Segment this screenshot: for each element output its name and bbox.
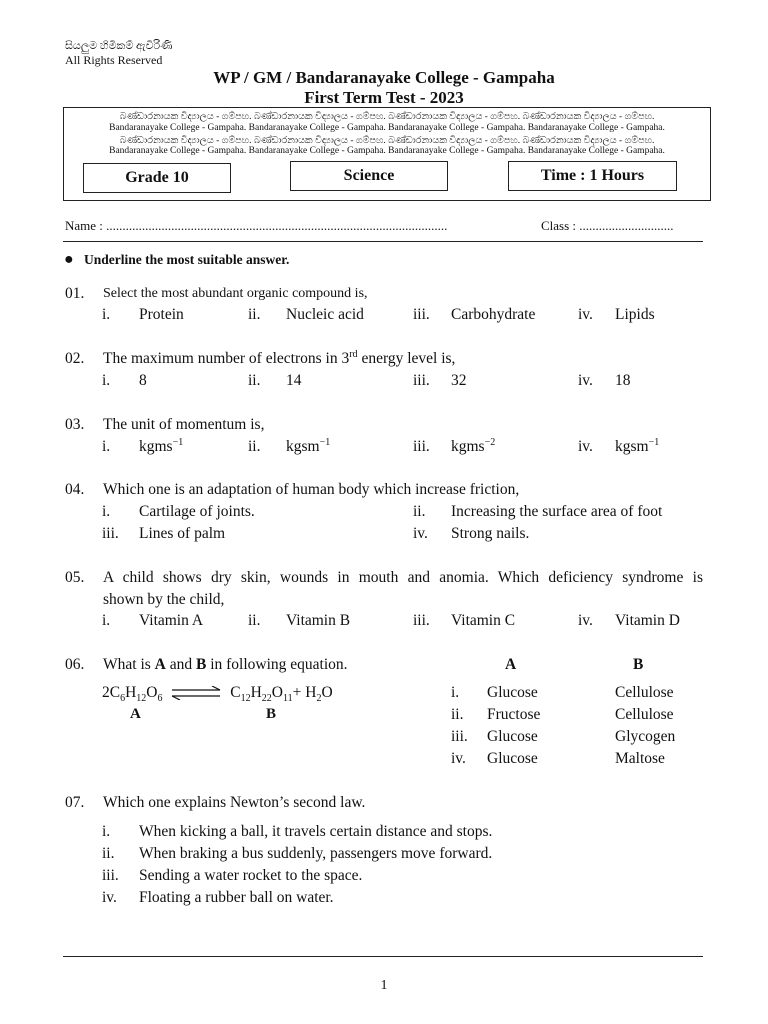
name-field: Name : ......................................................................................................... [65,218,448,233]
sinhala-rights: සියලුම හිමිකම් ඇවිරිණි [65,40,173,52]
option-text: Floating a rubber ball on water. [139,889,334,906]
unit: kgms [139,438,173,455]
option-text: 8 [139,372,147,389]
option-label: iii. [413,612,430,629]
option-text: Lines of palm [139,525,226,542]
option-b: Maltose [615,750,665,767]
question-text-part: in following equation. [206,656,348,673]
option-text: Protein [139,306,184,323]
unit: kgms [451,438,485,455]
question-text-part: The maximum number of electrons in 3 [103,350,350,367]
unit-exponent: −1 [172,436,184,448]
option-label: iii. [451,728,468,745]
question-text [103,350,455,368]
option-label: iv. [578,612,593,629]
option-text [615,438,659,456]
question-text-part: What is [103,656,155,673]
label-b: B [196,656,207,673]
option-label: i. [102,503,111,520]
option-text: Vitamin B [286,612,351,629]
class-field: Class : ............................. [541,218,674,233]
option-text: Carbohydrate [451,306,536,323]
option-text: Sending a water rocket to the space. [139,867,363,884]
option-label: iv. [578,372,593,389]
question-text-part: and [165,656,196,673]
option-text: When kicking a ball, it travels certain distance and stops. [139,823,493,840]
option-text [286,438,330,456]
option-text: Vitamin C [451,612,516,629]
option-text: When braking a bus suddenly, passengers move forward. [139,845,493,862]
option-label: ii. [248,372,261,389]
banner-line-english: Bandaranayake College - Gampaha. Bandaranayake College - Gampaha. Bandaranayake College - Gampaha. Bandaranayake College - Gampaha. [109,123,665,133]
question-text: A child shows dry skin, wounds in mouth and anomia. Which deficiency syndrome is [103,569,703,586]
option-label: iii. [413,372,430,389]
option-label: iii. [102,867,119,884]
option-text: Vitamin D [615,612,680,629]
subject-box: Science [290,161,448,191]
banner-line-sinhala: බණ්ඩාරනායක විද්‍යාලය - ගම්පහ. බණ්ඩාරනායක විද්‍යාලය - ගම්පහ. බණ්ඩාරනායක විද්‍යාලය - ගම්පහ. බණ්ඩාරනායක විද්‍යාලය - ගම්පහ. [119,112,655,122]
option-text: 18 [615,372,631,389]
unit: kgsm [615,438,649,455]
option-label: i. [102,306,111,323]
option-label: iv. [413,525,428,542]
divider [63,241,703,242]
question-number: 05. [65,569,85,586]
equation-label-a: A [130,706,141,722]
option-text: 32 [451,372,467,389]
question-number: 04. [65,481,85,498]
question-text: shown by the child, [103,591,225,608]
option-label: ii. [248,612,261,629]
option-label: ii. [413,503,426,520]
question-number: 02. [65,350,85,367]
option-text: Strong nails. [451,525,530,542]
option-label: ii. [102,845,115,862]
instruction: Underline the most suitable answer. [84,252,290,267]
footer-divider [63,956,703,957]
option-label: i. [102,372,111,389]
question-number: 03. [65,416,85,433]
option-text: 14 [286,372,302,389]
option-text [451,438,495,456]
page-number: 1 [380,978,388,993]
option-label: iv. [578,306,593,323]
option-b: Cellulose [615,684,674,701]
question-number: 01. [65,285,85,302]
question-text: Select the most abundant organic compound is, [103,286,368,301]
question-text-sup: rd [349,348,358,360]
option-label: iv. [102,889,117,906]
question-number: 06. [65,656,85,673]
option-text: Nucleic acid [286,306,364,323]
option-label: iii. [413,438,430,455]
equilibrium-arrow-icon [170,686,222,700]
unit-exponent: −1 [648,436,660,448]
option-label: i. [451,684,460,701]
unit: kgsm [286,438,320,455]
time-box: Time : 1 Hours [508,161,677,191]
question-text [103,656,348,674]
option-label: iii. [102,525,119,542]
column-header-b: B [633,656,644,673]
equation-right: $C_{12}H_{22}O_{11}+ H_2O$ [230,684,333,705]
unit-exponent: −1 [319,436,331,448]
option-a: Glucose [487,750,538,767]
option-label: iv. [451,750,466,767]
option-text: Vitamin A [139,612,204,629]
equation-left: $2C_6H_{12}O_6$ [102,684,163,705]
column-header-a: A [505,656,517,673]
option-a: Glucose [487,684,538,701]
question-text: Which one explains Newton’s second law. [103,794,366,811]
question-text: Which one is an adaptation of human body which increase friction, [103,481,520,498]
option-label: iv. [578,438,593,455]
question-number: 07. [65,794,85,811]
option-a: Glucose [487,728,538,745]
question-text: The unit of momentum is, [103,416,265,433]
option-text: Cartilage of joints. [139,503,255,520]
header-banner [63,107,711,201]
option-label: i. [102,823,111,840]
grade-box: Grade 10 [83,163,231,193]
all-rights-reserved: All Rights Reserved [65,53,163,67]
option-text: Increasing the surface area of foot [451,503,663,520]
bullet-icon: ● [64,251,74,268]
unit-exponent: −2 [484,436,496,448]
option-b: Glycogen [615,728,676,745]
option-label: ii. [451,706,464,723]
option-label: iii. [413,306,430,323]
option-text: Lipids [615,306,655,323]
label-a: A [154,656,166,673]
option-label: ii. [248,438,261,455]
option-label: i. [102,612,111,629]
question-text-part: energy level is, [357,350,456,367]
option-text [139,438,183,456]
option-a: Fructose [487,706,541,723]
option-label: i. [102,438,111,455]
school-title: WP / GM / Bandaranayake College - Gampaha [213,68,555,87]
equation-label-b: B [266,706,277,722]
banner-line-sinhala: බණ්ඩාරනායක විද්‍යාලය - ගම්පහ. බණ්ඩාරනායක විද්‍යාලය - ගම්පහ. බණ්ඩාරනායක විද්‍යාලය - ගම්පහ. බණ්ඩාරනායක විද්‍යාලය - ගම්පහ. [119,136,655,146]
option-b: Cellulose [615,706,674,723]
option-label: ii. [248,306,261,323]
exam-title: First Term Test - 2023 [304,88,464,107]
banner-line-english: Bandaranayake College - Gampaha. Bandaranayake College - Gampaha. Bandaranayake College - Gampaha. Bandaranayake College - Gampaha. [109,146,665,156]
equation [102,684,333,705]
